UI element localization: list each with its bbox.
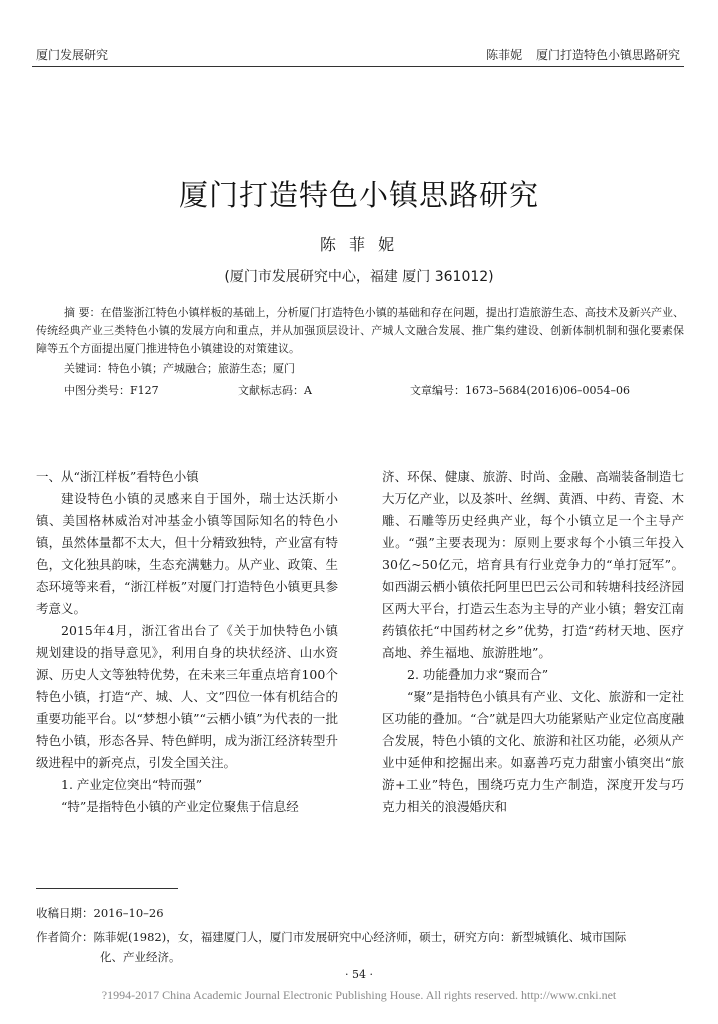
keywords-text: 特色小镇；产城融合；旅游生态；厦门 [108, 362, 295, 375]
keywords [64, 360, 295, 376]
paragraph: 建设特色小镇的灵感来自于国外，瑞士达沃斯小镇、美国格林威治对冲基金小镇等国际知名的特色小镇，虽然体量都不太大，但十分精致独特，产业富有特色，文化独具韵味，生态充满魅力。从产业、政策、生态环境等来看，“浙江样板”对厦门打造特色小镇更具参考意义。 [36, 491, 338, 616]
paragraph: 2015年4月，浙江省出台了《关于加快特色小镇规划建设的指导意见》，利用自身的块状经济、山水资源、历史人文等独特优势，在未来三年重点培育100个特色小镇，打造“产、城、人、文”四位一体有机结合的重要功能平台。以“梦想小镇”“云栖小镇”为代表的一批特色小镇，形态各异、特色鲜明，成为浙江经济转型升级进程中的新亮点，引发全国关注。 [36, 623, 338, 770]
article-author: 陈 菲 妮 [319, 235, 399, 254]
running-header-right [476, 46, 680, 63]
author-affiliation: (厦门市发展研究中心，福建 厦门 361012) [224, 269, 494, 285]
abstract [36, 304, 684, 358]
paragraph: “特”是指特色小镇的产业定位聚焦于信息经 [61, 799, 299, 814]
document-code: 文献标志码：A [238, 384, 312, 397]
author-bio [36, 927, 686, 967]
article-title: 厦门打造特色小镇思路研究 [178, 178, 539, 212]
body-column-right [382, 466, 684, 818]
copyright-watermark: ?1994-2017 China Academic Journal Electronic Publishing House. All rights reserved. http://www.cnki.net [101, 988, 617, 1002]
clc-number: 中图分类号：F127 [64, 384, 159, 397]
subsection-heading: 1. 产业定位突出“特而强” [61, 777, 203, 792]
header-rule [32, 66, 684, 67]
page-number: · 54 · [345, 968, 373, 981]
running-header-author: 陈菲妮 [486, 48, 523, 62]
keywords-label: 关键词： [64, 362, 108, 375]
received-date: 收稿日期：2016–10–26 [36, 906, 164, 920]
article-number: 文章编号：1673–5684(2016)06–0054–06 [410, 384, 631, 397]
abstract-text: 在借鉴浙江特色小镇样板的基础上，分析厦门打造特色小镇的基础和存在问题，提出打造旅游生态、高技术及新兴产业、传统经典产业三类特色小镇的发展方向和重点，并从加强顶层设计、产城人文融合发展、推广集约建设、创新体制机制和强化要素保障等五个方面提出厦门推进特色小镇建设的对策建议。 [36, 306, 685, 355]
body-column-left [36, 466, 338, 818]
paragraph: “聚”是指特色小镇具有产业、文化、旅游和一定社区功能的叠加。“合”就是四大功能紧贴产业定位高度融合发展，特色小镇的文化、旅游和社区功能，必须从产业中延伸和挖掘出来。如嘉善巧克力甜蜜小镇突出“旅游+工业”特色，围绕巧克力生产制造，深度开发与巧克力相关的浪漫婚庆和 [382, 689, 684, 814]
footnote-rule [36, 888, 178, 889]
subsection-heading: 2. 功能叠加力求“聚而合” [407, 667, 549, 682]
paragraph-continued: 济、环保、健康、旅游、时尚、金融、高端装备制造七大万亿产业，以及茶叶、丝绸、黄酒、中药、青瓷、木雕、石雕等历史经典产业，每个小镇立足一个主导产业。“强”主要表现为：原则上要求每个小镇三年投入30亿~50亿元，培育具有行业竞争力的“单打冠军”。如西湖云栖小镇依托阿里巴巴云公司和转塘科技经济园区两大平台，打造云生态为主导的产业小镇；磐安江南药镇依托“中国药材之乡”优势，打造“药材天地、医疗高地、养生福地、旅游胜地”。 [382, 469, 684, 660]
author-bio-line2: 化、产业经济。 [100, 950, 181, 964]
running-header-title: 厦门打造特色小镇思路研究 [535, 48, 680, 62]
abstract-label: 摘 要： [64, 306, 101, 319]
section-heading: 一、从“浙江样板”看特色小镇 [36, 469, 199, 484]
author-bio-line1: 作者简介：陈菲妮(1982)，女，福建厦门人，厦门市发展研究中心经济师，硕士，研究方向：新型城镇化、城市国际 [36, 930, 627, 944]
running-header-journal: 厦门发展研究 [36, 48, 109, 62]
